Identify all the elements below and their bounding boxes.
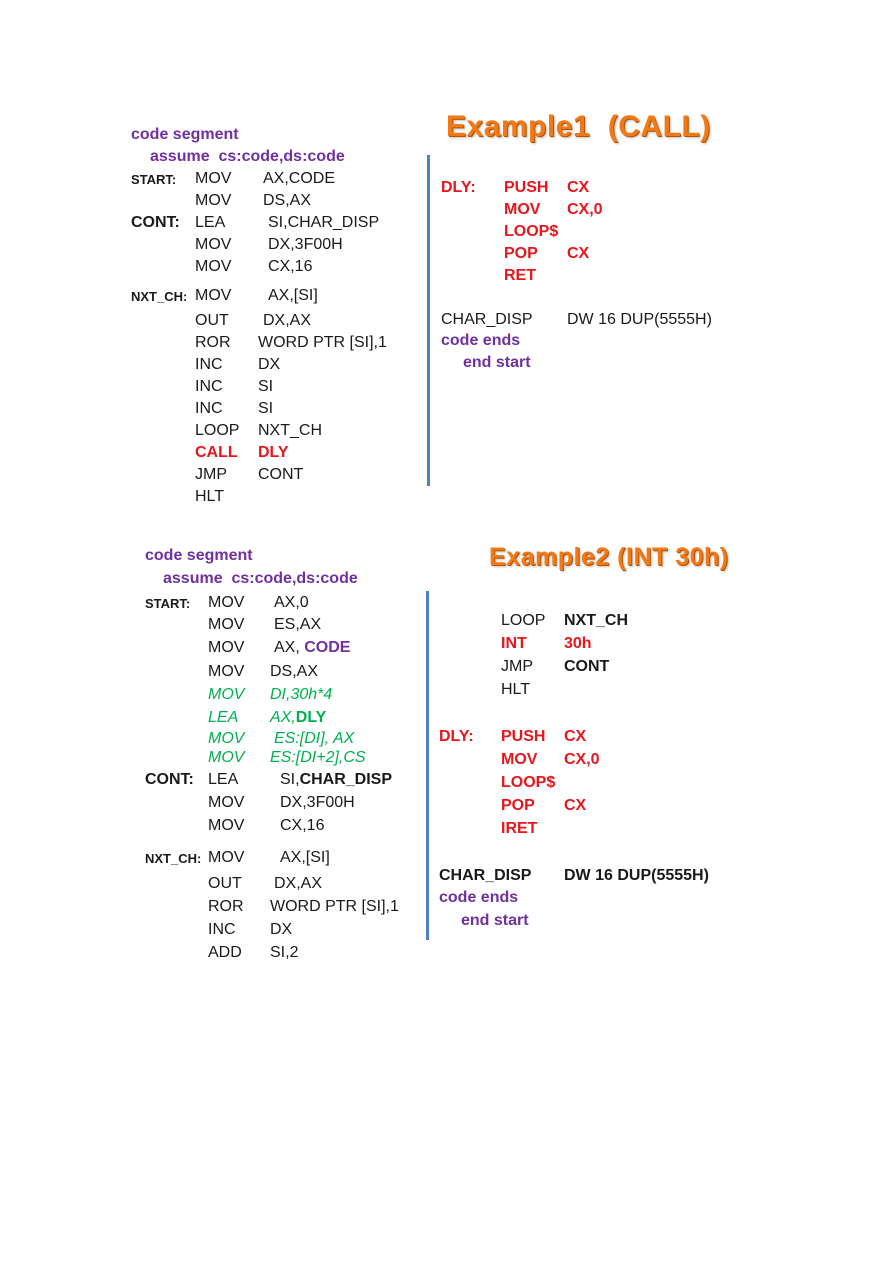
ex2-arg-4: DI,30h*4 [270, 686, 333, 703]
ex2-op-5: LEA [208, 709, 239, 726]
ex1-r-op-4: RET [504, 267, 536, 284]
ex2-arg-7: ES:[DI+2],CS [270, 749, 366, 766]
ex2-op-14: INC [208, 921, 236, 938]
ex1-op-6: OUT [195, 312, 229, 329]
ex2-op-9: MOV [208, 794, 245, 811]
ex2-op-15: ADD [208, 944, 242, 961]
ex1-op-4: MOV [195, 258, 232, 275]
ex1-label-start: START: [131, 172, 177, 187]
ex1-arg-3: DX,3F00H [268, 236, 343, 253]
example1-title: Example1 (CALL) [446, 110, 711, 143]
ex2-op-12: OUT [208, 875, 242, 892]
ex1-char-disp-def: DW 16 DUP(5555H) [567, 311, 712, 328]
ex2-arg-8-chardisp: CHAR_DISP [299, 771, 393, 788]
ex2-code-segment: code segment [145, 547, 253, 564]
ex2-assume: assume cs:code,ds:code [163, 570, 358, 587]
ex1-char-disp: CHAR_DISP [441, 311, 533, 328]
ex2-op-13: ROR [208, 898, 244, 915]
example2-title: Example2 (INT 30h) [489, 543, 729, 571]
ex2-r-arg-0: CX [564, 728, 587, 745]
ex1-r-arg-3: CX [567, 245, 590, 262]
ex2-arg-8 [280, 770, 392, 790]
ex2-dly-label: DLY: [439, 728, 474, 745]
ex2-op-8: LEA [208, 771, 239, 788]
ex2-arg-12: DX,AX [274, 875, 323, 892]
ex2-arg-0: AX,0 [274, 594, 309, 611]
ex2-r-op-3: POP [501, 797, 535, 814]
ex2-r-arg-3: CX [564, 797, 587, 814]
ex2-label-start: START: [145, 596, 191, 611]
ex1-op-2: LEA [195, 214, 226, 231]
ex1-r-op-0: PUSH [504, 179, 549, 196]
ex2-op-10: MOV [208, 817, 245, 834]
ex2-op-3: MOV [208, 663, 245, 680]
ex2-code-ends: code ends [439, 889, 519, 906]
ex2-label-cont: CONT: [145, 771, 194, 788]
ex2-char-disp-def: DW 16 DUP(5555H) [564, 867, 709, 884]
ex1-r-arg-1: CX,0 [567, 201, 603, 218]
ex2-divider [426, 591, 429, 940]
ex1-arg-13: CONT [258, 466, 304, 483]
ex2-op-2: MOV [208, 639, 245, 656]
ex1-arg-12: DLY [258, 444, 289, 461]
ex2-arg-5 [270, 708, 326, 728]
ex2-arg-2-text: AX, [274, 639, 305, 656]
ex1-arg-7: WORD PTR [SI],1 [258, 334, 387, 351]
ex2-op-7: MOV [208, 749, 245, 766]
ex2-r-op-4: IRET [501, 820, 538, 837]
ex2-r-top-arg-1: 30h [564, 635, 592, 652]
ex1-op-8: INC [195, 356, 223, 373]
ex1-op-3: MOV [195, 236, 232, 253]
ex1-arg-9: SI [258, 378, 274, 395]
ex2-op-0: MOV [208, 594, 245, 611]
ex2-arg-5-dly: DLY [295, 709, 327, 726]
ex1-arg-11: NXT_CH [258, 422, 323, 439]
ex1-arg-0: AX,CODE [263, 170, 336, 187]
ex2-arg-11: AX,[SI] [280, 849, 330, 866]
ex1-assume: assume cs:code,ds:code [150, 148, 345, 165]
ex1-end-start: end start [463, 354, 531, 371]
ex1-arg-4: CX,16 [268, 258, 313, 275]
ex1-op-13: JMP [195, 466, 227, 483]
ex2-arg-10: CX,16 [280, 817, 325, 834]
ex2-r-arg-1: CX,0 [564, 751, 600, 768]
ex1-op-11: LOOP [195, 422, 240, 439]
ex2-arg-8-text: SI, [280, 771, 300, 788]
ex2-r-op-1: MOV [501, 751, 538, 768]
ex1-r-op-3: POP [504, 245, 538, 262]
ex2-arg-13: WORD PTR [SI],1 [270, 898, 399, 915]
ex2-arg-15: SI,2 [270, 944, 299, 961]
ex1-label-nxtch: NXT_CH: [131, 289, 188, 304]
ex1-op-0: MOV [195, 170, 232, 187]
ex1-arg-5: AX,[SI] [268, 287, 318, 304]
ex1-arg-1: DS,AX [263, 192, 312, 209]
ex2-r-top-arg-0: NXT_CH [564, 612, 629, 629]
ex2-op-1: MOV [208, 616, 245, 633]
ex1-label-cont: CONT: [131, 214, 180, 231]
ex1-arg-10: SI [258, 400, 274, 417]
ex2-arg-2 [274, 638, 350, 658]
ex2-arg-5-text: AX, [270, 709, 296, 726]
ex2-op-6: MOV [208, 730, 245, 747]
ex2-arg-2-code: CODE [304, 639, 351, 656]
ex1-arg-2: SI,CHAR_DISP [268, 214, 380, 231]
ex1-r-op-2: LOOP$ [504, 223, 559, 240]
ex1-arg-8: DX [258, 356, 281, 373]
ex2-char-disp: CHAR_DISP [439, 867, 532, 884]
ex2-r-top-op-3: HLT [501, 681, 531, 698]
ex1-dly-label: DLY: [441, 179, 476, 196]
ex1-op-9: INC [195, 378, 223, 395]
ex1-r-op-1: MOV [504, 201, 541, 218]
ex2-op-4: MOV [208, 686, 245, 703]
ex2-r-top-arg-2: CONT [564, 658, 610, 675]
ex1-op-10: INC [195, 400, 223, 417]
ex2-arg-14: DX [270, 921, 293, 938]
ex2-arg-3: DS,AX [270, 663, 319, 680]
ex1-arg-6: DX,AX [263, 312, 312, 329]
ex2-end-start: end start [461, 912, 529, 929]
ex2-r-top-op-0: LOOP [501, 612, 546, 629]
ex1-op-14: HLT [195, 488, 225, 505]
ex2-r-top-op-2: JMP [501, 658, 533, 675]
ex2-arg-1: ES,AX [274, 616, 322, 633]
ex1-code-ends: code ends [441, 332, 521, 349]
ex2-r-op-0: PUSH [501, 728, 546, 745]
ex2-arg-9: DX,3F00H [280, 794, 355, 811]
ex2-r-op-2: LOOP$ [501, 774, 556, 791]
ex2-label-nxtch: NXT_CH: [145, 851, 202, 866]
ex1-divider [427, 155, 430, 486]
ex1-op-5: MOV [195, 287, 232, 304]
ex1-code-segment: code segment [131, 126, 239, 143]
ex1-op-1: MOV [195, 192, 232, 209]
ex1-r-arg-0: CX [567, 179, 590, 196]
ex2-arg-6: ES:[DI], AX [274, 730, 355, 747]
ex2-op-11: MOV [208, 849, 245, 866]
ex1-op-12: CALL [195, 444, 238, 461]
ex1-op-7: ROR [195, 334, 231, 351]
ex2-r-top-op-1: INT [501, 635, 527, 652]
